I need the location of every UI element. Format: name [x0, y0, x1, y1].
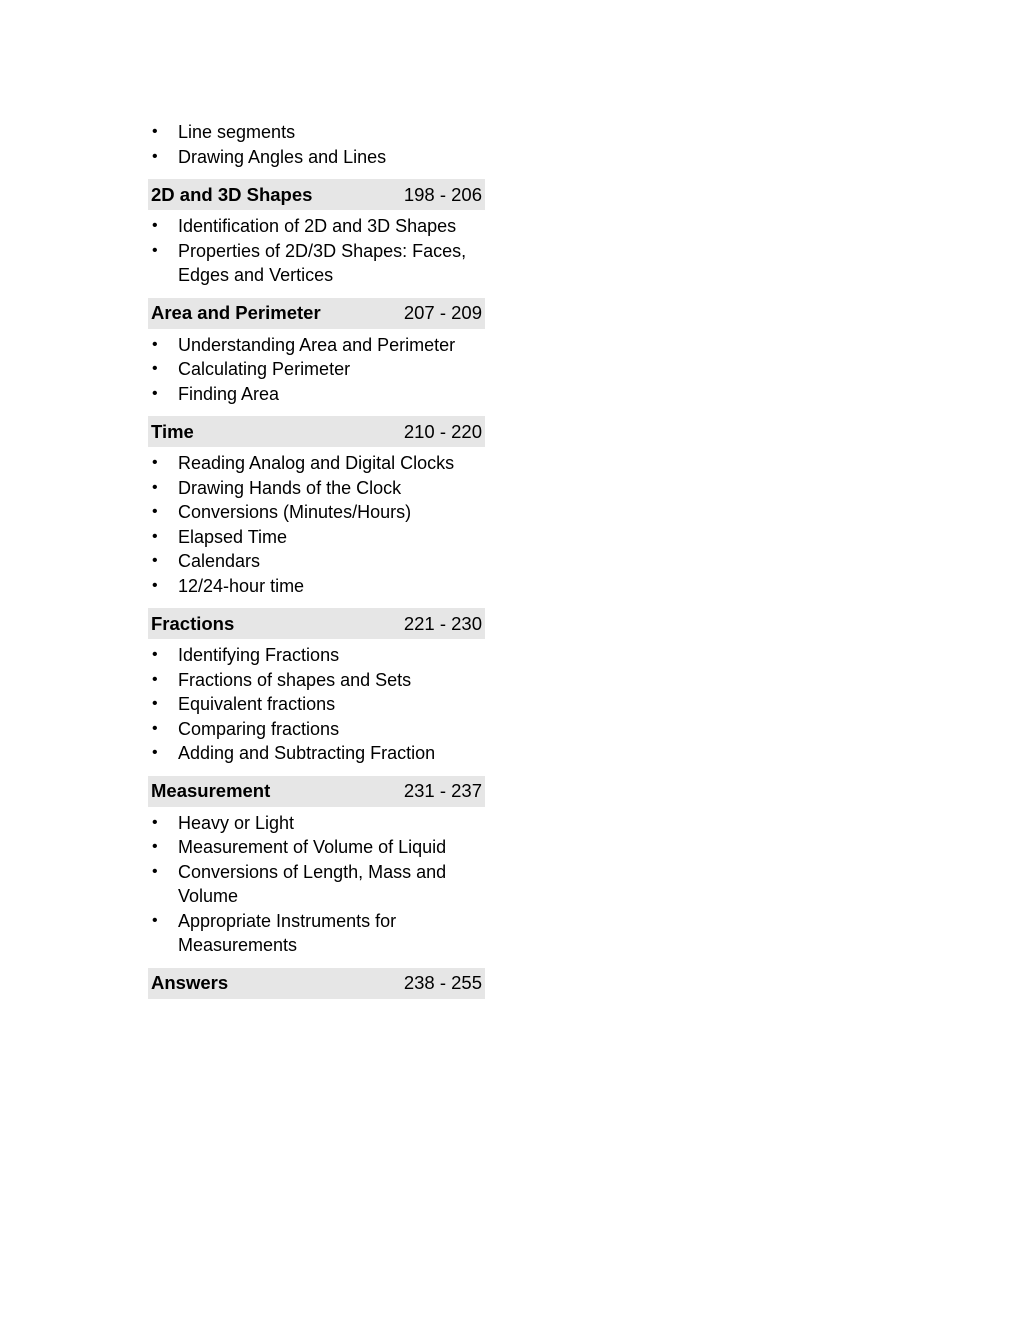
list-item	[148, 549, 485, 574]
topic-label: Adding and Subtracting Fraction	[178, 743, 436, 763]
topic-label: Identification of 2D and 3D Shapes	[178, 216, 457, 236]
list-item	[148, 214, 485, 239]
bullet-icon: •	[152, 911, 158, 929]
bullet-icon: •	[152, 217, 158, 234]
topic-label: Equivalent fractions	[178, 694, 336, 714]
topic-list	[148, 451, 485, 598]
list-item	[148, 860, 485, 909]
topic-label: Appropriate Instruments for Measurements	[178, 910, 397, 955]
topic-label: Measurement of Volume of Liquid	[178, 837, 447, 857]
topic-label: Understanding Area and Perimeter	[178, 334, 456, 355]
topic-list	[148, 643, 485, 766]
bullet-icon: •	[152, 813, 158, 831]
bullet-icon: •	[152, 503, 158, 520]
table-of-contents	[148, 120, 485, 1003]
section-page-range: 210 - 220	[403, 420, 482, 442]
topic-label: Elapsed Time	[178, 526, 288, 547]
list-item	[148, 120, 485, 145]
section-page-range: 207 - 209	[403, 302, 482, 323]
list-item	[148, 333, 485, 358]
section-title: Answers	[151, 972, 229, 993]
bullet-icon: •	[152, 695, 158, 712]
topic-label: Drawing Hands of the Clock	[178, 477, 402, 498]
bullet-icon: •	[152, 744, 158, 761]
topic-label: Heavy or Light	[178, 812, 295, 833]
bullet-icon: •	[152, 552, 158, 569]
bullet-icon: •	[152, 123, 158, 140]
topic-label: Identifying Fractions	[178, 645, 340, 665]
list-item	[148, 668, 485, 693]
bullet-icon: •	[152, 862, 158, 880]
topic-list	[148, 333, 485, 407]
bullet-icon: •	[152, 384, 158, 402]
list-item	[148, 574, 485, 599]
topic-label: Conversions (Minutes/Hours)	[178, 502, 412, 522]
list-item	[148, 909, 485, 958]
topic-label: Fractions of shapes and Sets	[178, 669, 412, 690]
list-item	[148, 239, 485, 288]
topic-label: Drawing Angles and Lines	[178, 146, 387, 167]
section-header-time	[148, 416, 485, 447]
section-page-range: 231 - 237	[403, 780, 482, 801]
intro-topic-list	[148, 120, 485, 169]
topic-label: Reading Analog and Digital Clocks	[178, 453, 455, 473]
topic-label: Line segments	[178, 122, 296, 142]
section-title: Time	[151, 420, 194, 442]
section-header-fractions	[148, 608, 485, 639]
topic-label: Properties of 2D/3D Shapes: Faces, Edges and Vertices	[178, 240, 467, 285]
list-item	[148, 525, 485, 550]
bullet-icon: •	[152, 527, 158, 545]
topic-label: Calendars	[178, 551, 261, 571]
bullet-icon: •	[152, 335, 158, 353]
list-item	[148, 717, 485, 742]
bullet-icon: •	[152, 147, 158, 165]
topic-list	[148, 811, 485, 958]
bullet-icon: •	[152, 454, 158, 471]
bullet-icon: •	[152, 719, 158, 737]
topic-list	[148, 214, 485, 288]
list-item	[148, 451, 485, 476]
topic-label: Conversions of Length, Mass and Volume	[178, 861, 447, 906]
bullet-icon: •	[152, 241, 158, 259]
list-item	[148, 500, 485, 525]
list-item	[148, 476, 485, 501]
bullet-icon: •	[152, 838, 158, 855]
section-title: Fractions	[151, 612, 235, 634]
section-page-range: 238 - 255	[403, 972, 482, 993]
list-item	[148, 643, 485, 668]
bullet-icon: •	[152, 478, 158, 496]
topic-label: Comparing fractions	[178, 718, 340, 739]
list-item	[148, 741, 485, 766]
list-item	[148, 835, 485, 860]
topic-label: 12/24-hour time	[178, 575, 305, 596]
list-item	[148, 811, 485, 836]
section-header-area-perimeter	[148, 298, 485, 329]
list-item	[148, 692, 485, 717]
topic-label: Calculating Perimeter	[178, 359, 351, 379]
section-page-range: 221 - 230	[403, 612, 482, 634]
section-header-answers	[148, 968, 485, 999]
bullet-icon: •	[152, 646, 158, 663]
section-title: Measurement	[151, 780, 271, 801]
topic-label: Finding Area	[178, 383, 280, 404]
section-page-range: 198 - 206	[403, 183, 482, 205]
section-title: 2D and 3D Shapes	[151, 183, 313, 205]
bullet-icon: •	[152, 576, 158, 594]
bullet-icon: •	[152, 360, 158, 377]
section-header-2d-3d-shapes	[148, 179, 485, 210]
section-header-measurement	[148, 776, 485, 807]
list-item	[148, 357, 485, 382]
section-title: Area and Perimeter	[151, 302, 321, 323]
list-item	[148, 382, 485, 407]
list-item	[148, 145, 485, 170]
bullet-icon: •	[152, 670, 158, 688]
